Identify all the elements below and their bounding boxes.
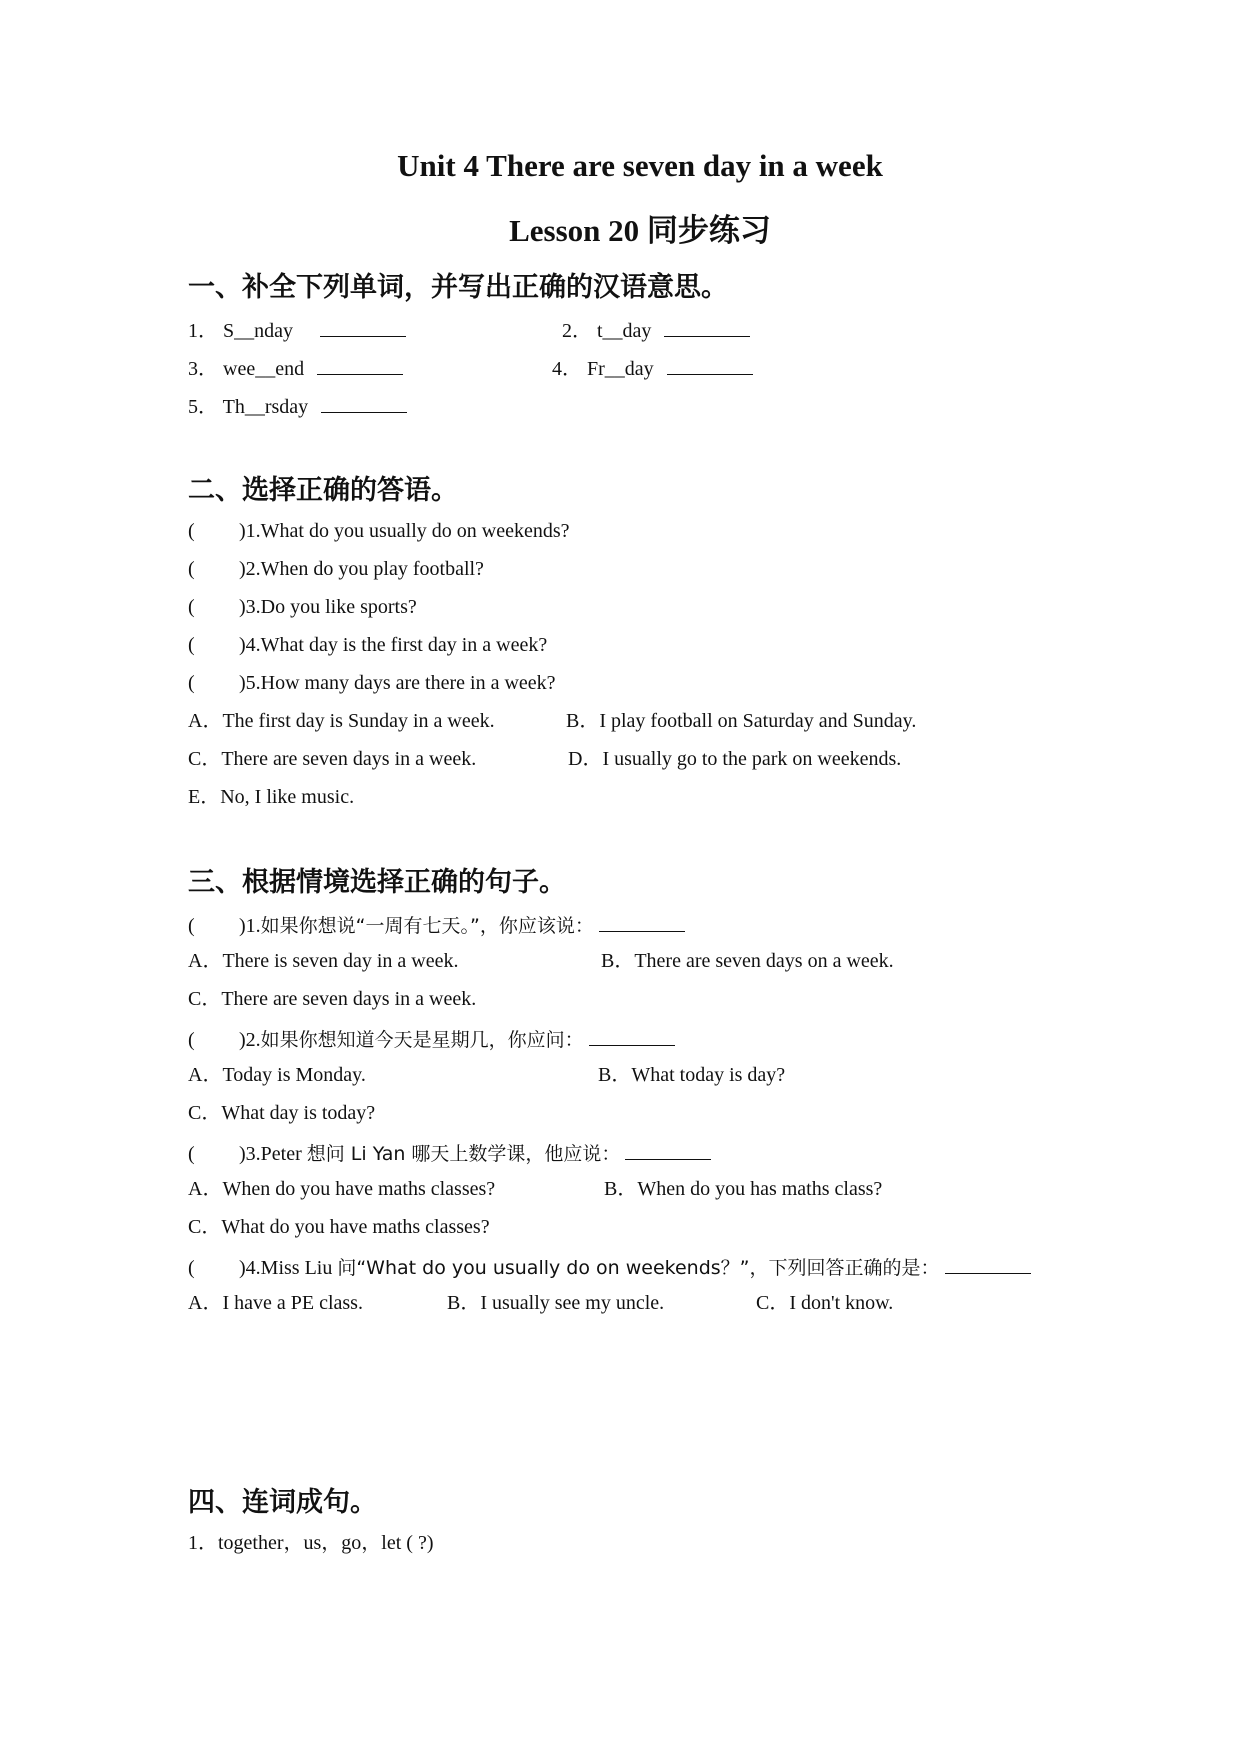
answer-paren[interactable]: ( [188,634,195,656]
word-item-number: 2． [562,320,592,342]
option-c: C．There are seven days in a week. [188,748,477,770]
answer-paren[interactable]: ( [188,672,195,694]
question-text: )3.Do you like sports? [239,596,417,618]
word-item-number: 4． [552,358,582,380]
option-c: C．There are seven days in a week. [188,988,477,1010]
word-item-number: 5． [188,396,218,418]
question-text: 如果你想知道今天是星期几，你应问： [260,1029,584,1051]
word-item-3 [188,356,403,379]
question-row [188,521,569,541]
option-b: B．What today is day? [598,1064,786,1086]
answer-blank[interactable] [317,356,403,375]
word-item-word: Fr__day [587,358,654,380]
option-b: B．There are seven days on a week. [601,950,894,972]
answer-paren[interactable]: ( [188,1257,195,1279]
question-text: )1.What do you usually do on weekends? [239,520,570,542]
option-c: C．I don't know. [756,1292,894,1314]
section2-heading: 二、选择正确的答语。 [188,475,458,506]
option-a: A．There is seven day in a week. [188,950,459,972]
question-text: 问“What do you usually do on weekends？”， [337,1257,769,1279]
word-item-number: 1． [188,320,218,342]
title-line-1: Unit 4 There are seven day in a week [397,148,883,183]
sentence-item-1: 1．together，us，go，let ( ?) [188,1532,434,1554]
question-row [188,635,547,655]
question-number: )2. [239,1029,261,1051]
answer-paren[interactable]: ( [188,1143,195,1165]
section3-heading: 三、根据情境选择正确的句子。 [188,867,566,898]
question-text: )4.What day is the first day in a week? [239,634,548,656]
option-c: C．What do you have maths classes? [188,1216,490,1238]
word-item-5 [188,394,407,417]
answer-blank[interactable] [945,1255,1031,1274]
section1-heading: 一、补全下列单词，并写出正确的汉语意思。 [188,272,728,303]
word-item-word: wee__end [223,358,305,380]
answer-blank[interactable] [320,318,406,337]
word-item-word: Th__rsday [222,396,309,418]
word-item-number: 3． [188,358,218,380]
answer-blank[interactable] [625,1141,711,1160]
option-a: A．When do you have maths classes? [188,1178,496,1200]
scenario-question-4 [188,1255,1031,1278]
answer-blank[interactable] [589,1027,675,1046]
answer-paren[interactable]: ( [188,915,195,937]
question-text: )5.How many days are there in a week? [239,672,556,694]
answer-blank[interactable] [664,318,750,337]
option-d: D．I usually go to the park on weekends. [568,748,902,770]
option-b: B．I play football on Saturday and Sunday. [566,710,917,732]
question-text: 如果你想说“一周有七天。”，你应该说： [260,915,594,937]
question-text: 想问 Li Yan 哪天上数学课，他应说： [306,1143,621,1165]
word-item-word: t__day [597,320,652,342]
question-text-continued: 下列回答正确的是： [768,1257,940,1279]
option-b: B．I usually see my uncle. [447,1292,665,1314]
option-e: E．No, I like music. [188,786,355,808]
option-a: A．The first day is Sunday in a week. [188,710,495,732]
scenario-question-1 [188,913,685,936]
answer-paren[interactable]: ( [188,558,195,580]
option-a: A．Today is Monday. [188,1064,366,1086]
word-item-2 [562,318,750,341]
word-item-word: S__nday [223,320,293,342]
question-number: )3.Peter [239,1143,307,1165]
question-row [188,597,417,617]
option-a: A．I have a PE class. [188,1292,363,1314]
word-item-1 [188,318,406,341]
question-text: )2.When do you play football? [239,558,484,580]
answer-paren[interactable]: ( [188,520,195,542]
answer-blank[interactable] [599,913,685,932]
answer-blank[interactable] [667,356,753,375]
title-line-2: Lesson 20 同步练习 [509,213,771,248]
question-row [188,673,556,693]
question-row [188,559,484,579]
option-b: B．When do you has maths class? [604,1178,883,1200]
question-number: )1. [239,915,261,937]
answer-paren[interactable]: ( [188,1029,195,1051]
question-number: )4.Miss Liu [239,1257,338,1279]
word-item-4 [552,356,753,379]
scenario-question-3 [188,1141,711,1164]
answer-paren[interactable]: ( [188,596,195,618]
option-c: C．What day is today? [188,1102,376,1124]
scenario-question-2 [188,1027,675,1050]
answer-blank[interactable] [321,394,407,413]
section4-heading: 四、连词成句。 [188,1487,377,1518]
